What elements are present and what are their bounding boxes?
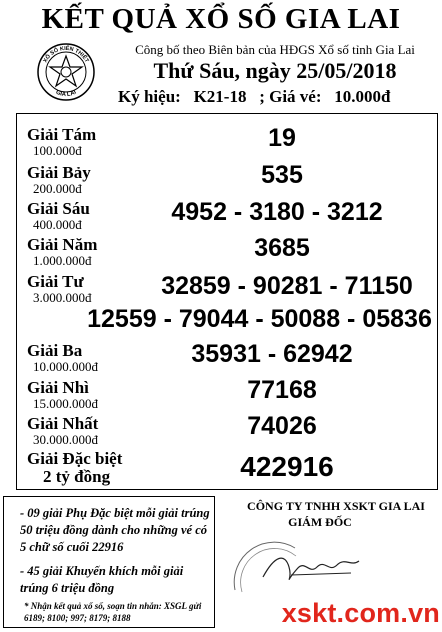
prize-number: 535: [261, 161, 303, 189]
director-title: GIÁM ĐỐC: [288, 515, 352, 529]
prize-amount: 100.000đ: [33, 143, 82, 158]
prize-number: 3685: [254, 234, 310, 262]
prize-name: Giải Năm: [27, 235, 98, 254]
prize-name: Giải Ba: [27, 341, 83, 360]
prize-table: [16, 113, 438, 490]
prize-amount: 200.000đ: [33, 181, 82, 196]
prize-amount: 400.000đ: [33, 217, 82, 232]
prize-number: 19: [268, 124, 296, 152]
prize-name: Giải Tám: [27, 125, 97, 144]
ticket-info: [118, 87, 438, 107]
ticket-symbol-label: Ký hiệu:: [118, 87, 181, 106]
watermark-logo: xskt.com.vn: [281, 598, 440, 628]
page-title: KẾT QUẢ XỔ SỐ GIA LAI: [41, 3, 401, 35]
svg-text:GIA LAI: GIA LAI: [54, 89, 78, 99]
lottery-logo-icon: [36, 42, 96, 102]
prize-name: Giải Nhất: [27, 414, 99, 433]
special-prize-number: 422916: [240, 451, 334, 482]
prize-amount: 3.000.000đ: [33, 290, 92, 305]
prize-name: Giải Đặc biệt: [27, 449, 123, 468]
prize-number: 35931 - 62942: [191, 340, 353, 368]
svg-text:XỔ SỐ KIẾN THIẾT: XỔ SỐ KIẾN THIẾT: [42, 45, 90, 64]
prize-amount: 30.000.000đ: [33, 432, 98, 447]
prize-amount: 10.000.000đ: [33, 359, 98, 374]
signature-icon: [255, 545, 365, 590]
ticket-symbol: K21-18: [193, 87, 247, 106]
prize-name: Giải Bảy: [27, 163, 91, 182]
prize-number: 12559 - 79044 - 50088 - 05836: [87, 305, 432, 333]
prize-name: Giải Sáu: [27, 199, 90, 218]
note-consolation: - 09 giải Phụ Đặc biệt mỗi giải trúng 50 triệu đồng dành cho những vé có 5 chữ số cuối 22916: [20, 506, 210, 554]
notes-box: [3, 496, 215, 628]
prize-number: 74026: [247, 412, 317, 440]
prize-number: 32859 - 90281 - 71150: [161, 272, 413, 300]
price-label: ; Giá vé:: [259, 87, 322, 106]
prize-name: Giải Nhì: [27, 378, 89, 397]
prize-amount: 2 tỷ đồng: [43, 467, 111, 486]
company-name: CÔNG TY TNHH XSKT GIA LAI: [247, 499, 425, 513]
ticket-price: 10.000đ: [334, 87, 391, 106]
note-sms: * Nhận kết quả xổ số, soạn tin nhắn: XSGL gửi 6189; 8100; 997; 8179; 8188: [24, 601, 202, 623]
note-encouragement: - 45 giải Khuyến khích mỗi giải trúng 6 triệu đồng: [20, 564, 184, 595]
prize-number: 77168: [247, 376, 317, 404]
prize-number: 4952 - 3180 - 3212: [171, 198, 383, 226]
draw-date: Thứ Sáu, ngày 25/05/2018: [153, 58, 397, 83]
issuer-line: Công bố theo Biên bản của HĐGS Xổ số tỉnh Gia Lai: [135, 42, 415, 57]
prize-name: Giải Tư: [27, 272, 84, 291]
prize-amount: 1.000.000đ: [33, 253, 92, 268]
prize-amount: 15.000.000đ: [33, 396, 98, 411]
